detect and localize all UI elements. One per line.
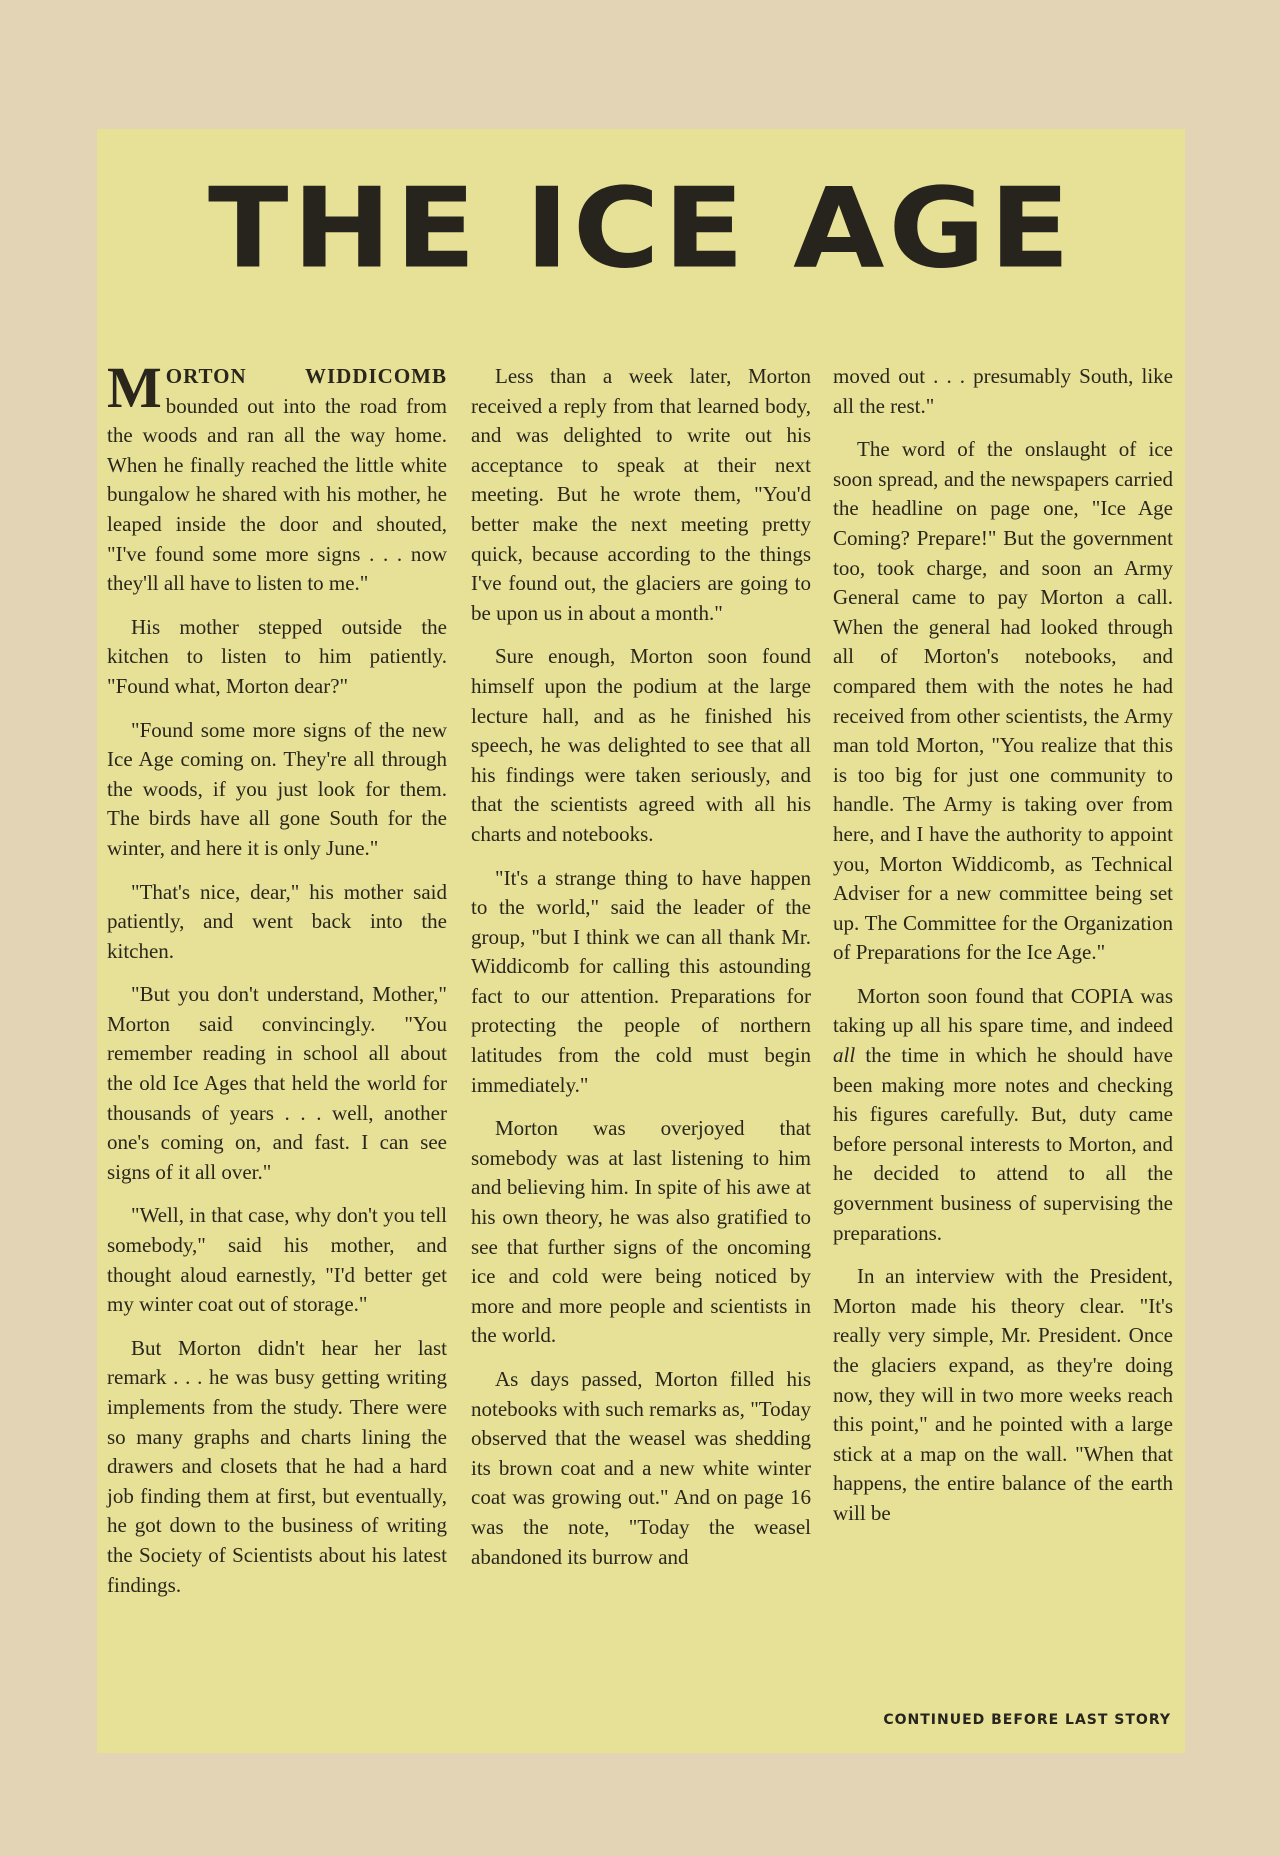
paragraph: "But you don't understand, Mother," Morton said convincingly. "You remember reading in school all about the old Ice Ages that held the world for thousands of years . . . well, another one's coming on, and fast. I can see signs of it all over."	[107, 982, 447, 1184]
paragraph: "It's a strange thing to have happen to the world," said the leader of the group, "but I think we can all thank Mr. Widdicomb for calling this astounding fact to our attention. Preparations for protecting the people of northern latitudes from the cold must begin immediately."	[471, 865, 811, 1097]
paragraph: But Morton didn't hear her last remark . . . he was busy getting writing implements from the study. There were so many graphs and charts lining the drawers and closets that he had a hard job finding them at first, but eventually, he got down to the business of writing the Society of Scientists about his latest findings.	[107, 1335, 447, 1597]
article-column-3	[833, 362, 1173, 1543]
paragraph: Sure enough, Morton soon found himself upon the podium at the large lecture hall, and as he finished his speech, he was delighted to see that all his findings were taken seriously, and that the scientists agreed with all his charts and notebooks.	[471, 644, 811, 846]
paragraph: "Well, in that case, why don't you tell somebody," said his mother, and thought aloud earnestly, "I'd better get my winter coat out of storage."	[107, 1203, 447, 1317]
paragraph: The word of the onslaught of ice soon spread, and the newspapers carried the headline on page one, "Ice Age Coming? Prepare!" But the government too, took charge, and soon an Army General came to pay Morton a call. When the general had looked through all of Morton's notebooks, and compared them with the notes he had received from other scientists, the Army man told Morton, "You realize that this is too big for just one community to handle. The Army is taking over from here, and I have the authority to appoint you, Morton Widdicomb, as Technical Adviser for a new committee being set up. The Committee for the Organization of Preparations for the Ice Age."	[833, 437, 1173, 965]
drop-cap: M	[107, 355, 162, 420]
paragraph-text: Morton soon found that COPIA was taking up all his spare time, and indeed	[833, 983, 1173, 1038]
comic-text-page	[97, 129, 1185, 1753]
paragraph: In an interview with the President, Morton made his theory clear. "It's really very simple, Mr. President. Once the glaciers expand, as they're doing now, they will in two more weeks reach this point," and he pointed with a large stick at a map on the wall. "When that happens, the entire balance of the earth will be	[833, 1264, 1173, 1525]
lead-name: ORTON WIDDICOMB	[165, 364, 447, 388]
paragraph-text: the time in which he should have been making more notes and checking his figures carefully. But, duty came before personal interests to Morton, and he decided to attend to all the government business of supervising the preparations.	[833, 1043, 1173, 1245]
emphasis-text: all	[833, 1043, 856, 1068]
article-column-1	[107, 355, 447, 1614]
paragraph: "That's nice, dear," his mother said patiently, and went back into the kitchen.	[107, 879, 447, 963]
paragraph	[107, 355, 447, 599]
story-title: THE ICE AGE	[208, 163, 1074, 293]
paragraph-text: bounded out into the road from the woods and ran all the way home. When he finally reached the little white bungalow he shared with his mother, he leaped inside the door and shouted, "I've found some more signs . . . now they'll all have to listen to me."	[107, 393, 447, 596]
paragraph: As days passed, Morton filled his notebooks with such remarks as, "Today observed that the weasel was shedding its brown coat and a new white winter coat was growing out." And on page 16 was the note, "Today the weasel abandoned its burrow and	[471, 1367, 811, 1569]
paragraph: Less than a week later, Morton received a reply from that learned body, and was delighted to write out his acceptance to speak at their next meeting. But he wrote them, "You'd better make the next meeting pretty quick, because according to the things I've found out, the glaciers are going to be upon us in about a month."	[471, 364, 811, 625]
paragraph: His mother stepped outside the kitchen to listen to him patiently. "Found what, Morton dear?"	[107, 614, 447, 698]
paragraph: moved out . . . presumably South, like all the rest."	[833, 364, 1173, 418]
paragraph: Morton was overjoyed that somebody was at last listening to him and believing him. In spite of his awe at his own theory, he was also gratified to see that further signs of the oncoming ice and cold were being noticed by more and more people and scientists in the world.	[471, 1116, 811, 1348]
article-column-2	[471, 362, 811, 1586]
paragraph: "Found some more signs of the new Ice Age coming on. They're all through the woods, if you just look for them. The birds have all gone South for the winter, and here it is only June."	[107, 717, 447, 860]
paragraph	[833, 982, 1173, 1248]
continued-note: CONTINUED BEFORE LAST STORY	[883, 1712, 1171, 1728]
